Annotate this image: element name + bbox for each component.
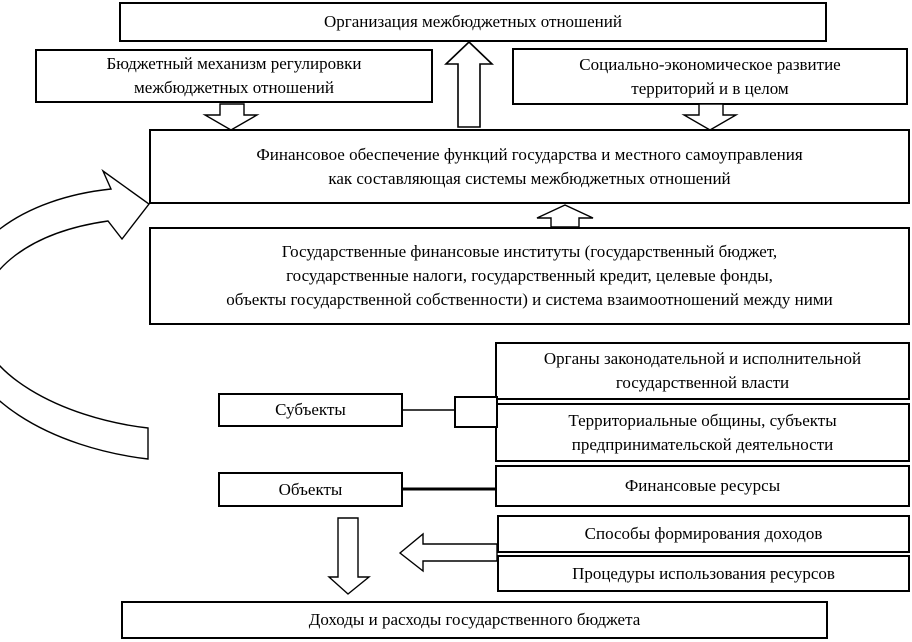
node-financial-support — [149, 129, 910, 204]
node-resource-procedures-label: Процедуры использования ресурсов — [572, 563, 835, 583]
node-state-institutes — [149, 227, 910, 325]
node-socio-economic-label: Социально-экономическое развитие территорий и в целом — [579, 54, 841, 98]
node-state-institutes-label: Государственные финансовые институты (государственный бюджет, государственные налоги, государственный кредит, целевые фонды, объекты государственной собственности) и система взаимоотношений между ними — [226, 242, 833, 309]
node-income-methods-label: Способы формирования доходов — [584, 524, 823, 543]
arrow-down-objects-icon — [329, 518, 369, 594]
node-organization-label: Организация межбюджетных отношений — [324, 12, 622, 31]
node-financial-support-label: Финансовое обеспечение функций государства и местного самоуправления как составляющая системы межбюджетных отношений — [256, 144, 803, 188]
node-subjects-label: Субъекты — [275, 400, 346, 419]
node-income-methods — [497, 515, 910, 553]
node-authorities-label: Органы законодательной и исполнительной государственной власти — [543, 349, 862, 392]
arrow-up-center-icon — [446, 42, 492, 127]
node-financial-resources — [495, 465, 910, 507]
arrow-down-left-icon — [205, 104, 257, 130]
node-authorities — [495, 342, 910, 400]
node-resource-procedures — [497, 555, 910, 592]
node-budget-mechanism-label: Бюджетный механизм регулировки межбюджетных отношений — [106, 54, 362, 97]
node-subjects — [218, 393, 403, 427]
node-socio-economic — [512, 48, 908, 105]
node-objects-label: Объекты — [278, 479, 343, 499]
arrow-down-right-icon — [684, 104, 736, 130]
arrow-up-middle-icon — [537, 205, 593, 227]
node-financial-resources-label: Финансовые ресурсы — [624, 476, 781, 495]
node-budget-income-expense-label: Доходы и расходы государственного бюджета — [308, 610, 641, 629]
node-communities-label: Территориальные общины, субъекты предпринимательской деятельности — [568, 410, 837, 454]
node-budget-income-expense — [121, 601, 828, 639]
node-objects — [218, 472, 403, 507]
node-budget-mechanism — [35, 49, 433, 103]
arrow-left-icon — [400, 534, 497, 571]
node-organization — [119, 2, 827, 42]
subjects-bracket — [455, 397, 497, 427]
node-communities — [495, 403, 910, 462]
curved-arrow-icon — [0, 171, 149, 459]
